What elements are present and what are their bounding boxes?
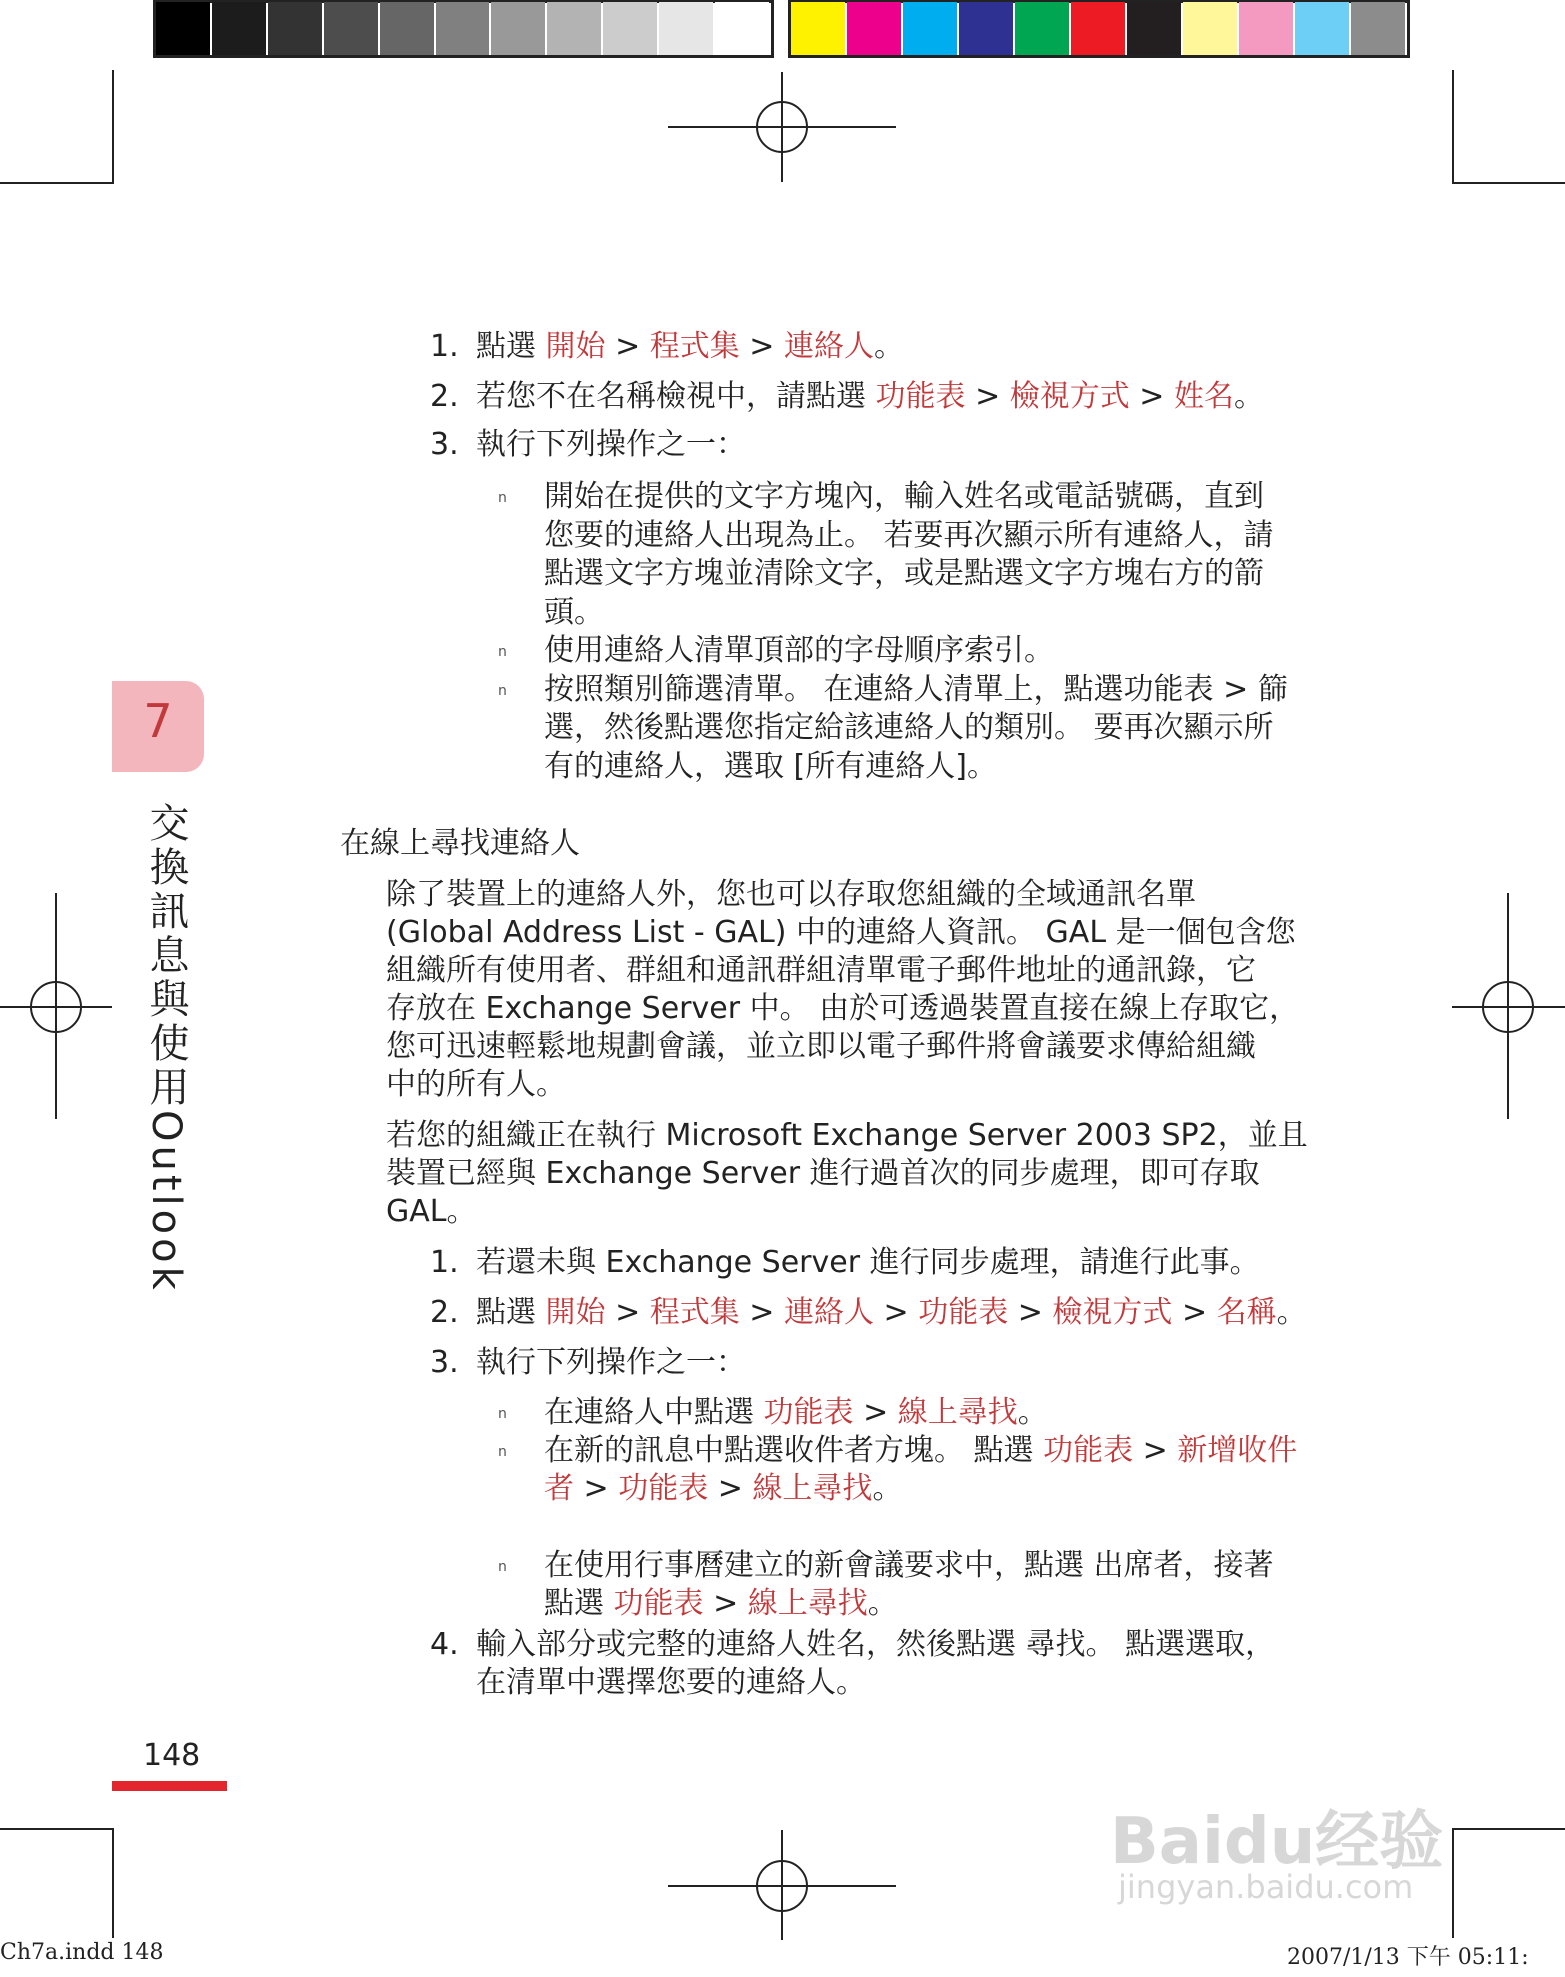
bullet-text: 開始在提供的文字方塊內，輸入姓名或電話號碼，直到 <box>544 479 1264 514</box>
color-swatch <box>1295 2 1349 55</box>
step-number: 2. <box>430 1295 459 1330</box>
color-swatch <box>436 2 490 55</box>
step-text: 若您不在名稱檢視中，請點選 功能表 > 檢視方式 > 姓名。 <box>476 379 1264 414</box>
bullet-marker: n <box>498 1406 507 1422</box>
bullet-text: 有的連絡人，選取 [所有連絡人]。 <box>544 748 997 784</box>
color-swatch <box>380 2 434 55</box>
paragraph-line: 裝置已經與 Exchange Server 進行過首次的同步處理，即可存取 <box>386 1156 1260 1191</box>
color-swatch <box>715 2 769 55</box>
slug-left: Ch7a.indd 148 <box>0 1940 164 1965</box>
crop-mark <box>1452 182 1565 184</box>
color-swatch <box>1239 2 1293 55</box>
page-number: 148 <box>143 1738 201 1773</box>
color-swatch <box>491 2 545 55</box>
step-text: 點選 開始 > 程式集 > 連絡人 > 功能表 > 檢視方式 > 名稱。 <box>476 1295 1307 1330</box>
registration-mark <box>756 1860 808 1912</box>
color-swatch <box>1015 2 1069 55</box>
bullet-marker: n <box>498 682 507 699</box>
color-swatch <box>547 2 601 55</box>
step-number: 2. <box>430 379 459 414</box>
step-text: 輸入部分或完整的連絡人姓名，然後點選 尋找。 點選選取， <box>476 1627 1276 1662</box>
chapter-number: 7 <box>143 694 173 748</box>
step-number: 3. <box>430 427 459 462</box>
color-swatch <box>156 2 210 55</box>
bullet-marker: n <box>498 1559 507 1575</box>
color-swatch <box>1351 2 1405 55</box>
step-number: 1. <box>430 1245 459 1280</box>
page-number-bar <box>112 1781 227 1791</box>
bullet-text: 在新的訊息中點選收件者方塊。 點選 功能表 > 新增收件 <box>544 1433 1298 1468</box>
color-swatch <box>1071 2 1125 55</box>
bullet-text: 點選文字方塊並清除文字，或是點選文字方塊右方的箭 <box>544 556 1264 591</box>
bullet-marker: n <box>498 490 507 506</box>
crop-mark <box>1452 1828 1454 1938</box>
crop-mark <box>112 70 114 182</box>
paragraph-line: 您可迅速輕鬆地規劃會議，並立即以電子郵件將會議要求傳給組織 <box>386 1029 1256 1064</box>
bullet-text: 在使用行事曆建立的新會議要求中，點選 出席者，接著 <box>544 1548 1274 1583</box>
bullet-text: 使用連絡人清單頂部的字母順序索引。 <box>544 633 1054 668</box>
crop-mark <box>1452 70 1454 182</box>
paragraph-line: (Global Address List - GAL) 中的連絡人資訊。 GAL 是一個包含您 <box>386 915 1296 950</box>
bullet-text: 者 > 功能表 > 線上尋找。 <box>544 1471 903 1506</box>
chapter-title: 交換訊息與使用Outlook <box>143 802 189 1294</box>
bullet-text: 選，然後點選您指定給該連絡人的類別。 要再次顯示所 <box>544 710 1274 745</box>
bullet-text: 頭。 <box>544 594 604 630</box>
step-text: 在清單中選擇您要的連絡人。 <box>476 1665 866 1700</box>
crop-mark <box>112 1828 114 1938</box>
bullet-text: 您要的連絡人出現為止。 若要再次顯示所有連絡人，請 <box>544 517 1274 553</box>
color-swatch <box>847 2 901 55</box>
registration-mark <box>30 981 82 1033</box>
color-swatch <box>1127 2 1181 55</box>
slug-right: 2007/1/13 下午 05:11: <box>1287 1945 1529 1970</box>
bullet-marker: n <box>498 1444 507 1460</box>
step-number: 1. <box>430 329 459 364</box>
color-swatch <box>324 2 378 55</box>
crop-mark <box>0 1828 114 1830</box>
watermark-url: jingyan.baidu.com <box>1118 1868 1414 1906</box>
step-number: 3. <box>430 1345 459 1380</box>
color-swatch <box>659 2 713 55</box>
step-text: 若還未與 Exchange Server 進行同步處理，請進行此事。 <box>476 1245 1260 1280</box>
color-swatch <box>791 2 845 55</box>
paragraph-line: GAL。 <box>386 1194 477 1229</box>
bullet-text: 點選 功能表 > 線上尋找。 <box>544 1586 898 1621</box>
color-swatch <box>903 2 957 55</box>
step-number: 4. <box>430 1627 459 1662</box>
paragraph-line: 除了裝置上的連絡人外，您也可以存取您組織的全域通訊名單 <box>386 877 1196 912</box>
color-swatch <box>603 2 657 55</box>
paragraph-line: 若您的組織正在執行 Microsoft Exchange Server 2003 SP2，並且 <box>386 1118 1308 1153</box>
registration-mark <box>1482 981 1534 1033</box>
bullet-marker: n <box>498 644 507 660</box>
step-text: 執行下列操作之一： <box>476 427 746 462</box>
section-heading: 在線上尋找連絡人 <box>340 826 580 861</box>
color-swatch <box>268 2 322 55</box>
crop-mark <box>0 182 114 184</box>
paragraph-line: 組織所有使用者、群組和通訊群組清單電子郵件地址的通訊錄，它 <box>386 953 1256 988</box>
step-text: 執行下列操作之一： <box>476 1345 746 1380</box>
watermark-brand: Baidu经验 <box>1110 1805 1444 1879</box>
registration-mark <box>756 101 808 153</box>
color-swatch <box>212 2 266 55</box>
crop-mark <box>1452 1828 1565 1830</box>
color-swatch <box>959 2 1013 55</box>
paragraph-line: 中的所有人。 <box>386 1067 566 1102</box>
color-swatch <box>1183 2 1237 55</box>
step-text: 點選 開始 > 程式集 > 連絡人。 <box>476 329 904 364</box>
bullet-text: 按照類別篩選清單。 在連絡人清單上，點選功能表 > 篩 <box>544 671 1288 707</box>
bullet-text: 在連絡人中點選 功能表 > 線上尋找。 <box>544 1395 1048 1430</box>
paragraph-line: 存放在 Exchange Server 中。 由於可透過裝置直接在線上存取它， <box>386 991 1300 1026</box>
